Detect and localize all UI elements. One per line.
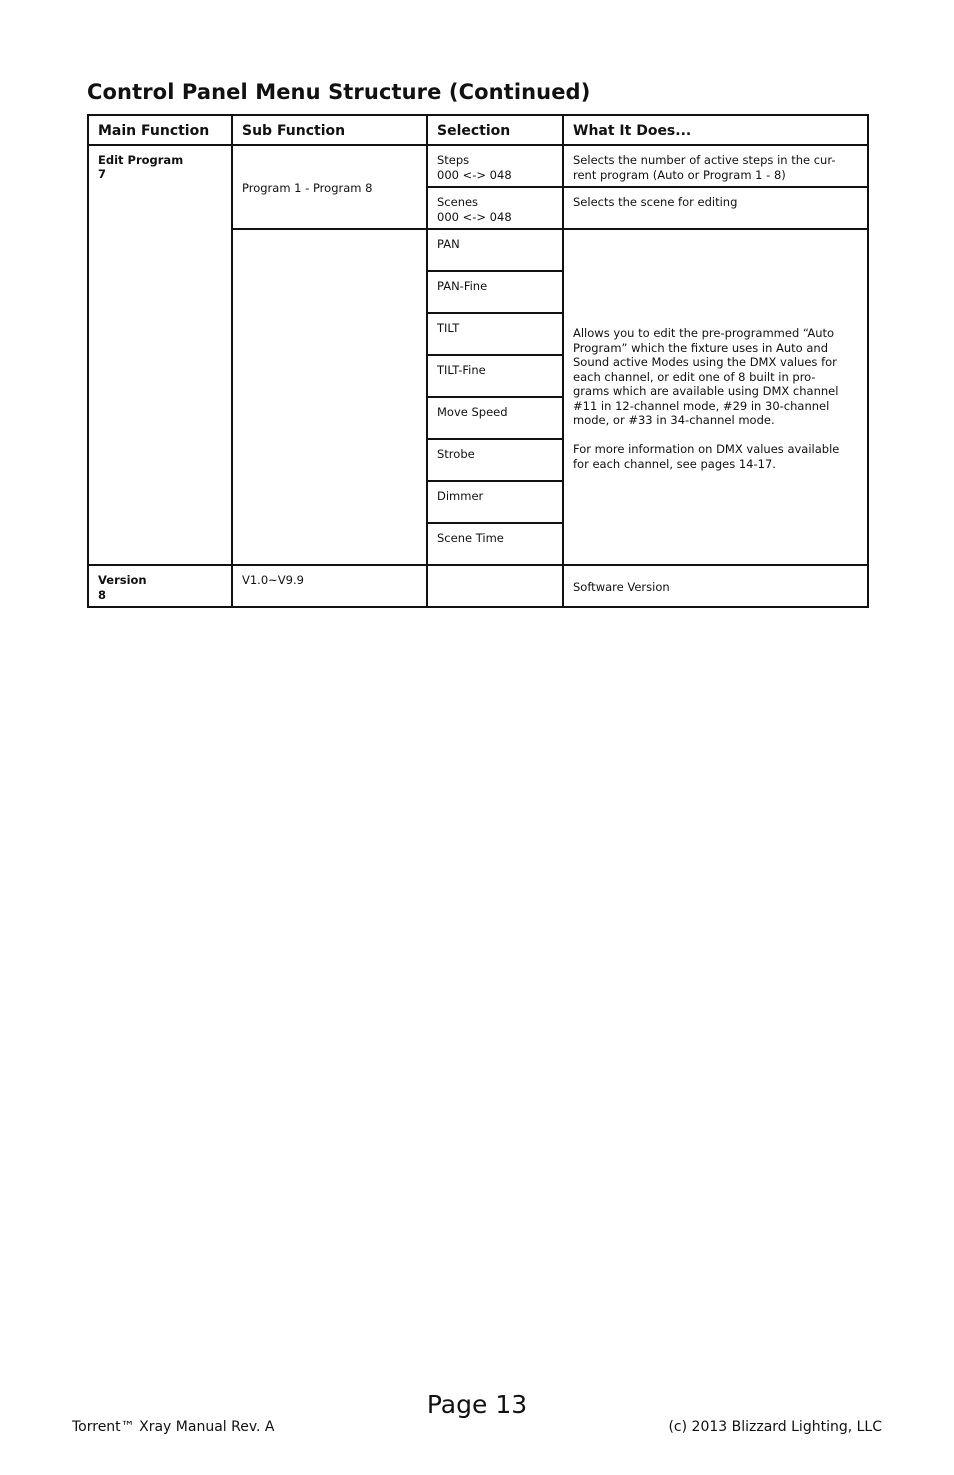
main-function-edit-program — [88, 145, 232, 565]
description-line: Selects the number of active steps in the cur- — [573, 153, 836, 167]
description-version: Software Version — [563, 565, 868, 607]
main-function-number: 7 — [98, 166, 107, 181]
footer-copyright: (c) 2013 Blizzard Lighting, LLC — [668, 1419, 882, 1435]
header-main-function: Main Function — [88, 115, 232, 145]
description-line: #11 in 12-channel mode, #29 in 30-channel — [573, 398, 830, 413]
paragraph-gap — [573, 428, 858, 443]
description-scenes: Selects the scene for editing — [563, 187, 868, 229]
description-note-line: for each channel, see pages 14-17. — [573, 456, 776, 471]
header-sub-function: Sub Function — [232, 115, 427, 145]
main-function-name: Version — [98, 573, 147, 587]
selection-scenes-range: 000 <-> 048 — [437, 209, 512, 224]
description-line: grams which are available using DMX channel — [573, 384, 839, 398]
main-function-name: Edit Program — [98, 153, 184, 167]
description-line: Sound active Modes using the DMX values for — [573, 355, 837, 369]
header-selection: Selection — [427, 115, 563, 145]
main-function-number: 8 — [98, 587, 107, 602]
selection-strobe: Strobe — [427, 439, 563, 481]
section-title: Control Panel Menu Structure (Continued) — [87, 80, 591, 104]
selection-scenes-label: Scenes — [437, 195, 479, 209]
description-channels — [563, 229, 868, 565]
selection-scene-time: Scene Time — [427, 523, 563, 565]
selection-version-empty — [427, 565, 563, 607]
selection-move-speed: Move Speed — [427, 397, 563, 439]
selection-steps — [427, 145, 563, 187]
selection-pan: PAN — [427, 229, 563, 271]
description-line: rent program (Auto or Program 1 - 8) — [573, 167, 786, 182]
selection-tilt-fine: TILT-Fine — [427, 355, 563, 397]
selection-tilt: TILT — [427, 313, 563, 355]
sub-function-empty — [232, 229, 427, 565]
selection-steps-label: Steps — [437, 153, 470, 167]
description-line: each channel, or edit one of 8 built in pro- — [573, 369, 816, 384]
table-header-row — [88, 115, 868, 145]
table-row — [88, 565, 868, 607]
description-steps — [563, 145, 868, 187]
sub-function-programs: Program 1 - Program 8 — [232, 145, 427, 229]
selection-pan-fine: PAN-Fine — [427, 271, 563, 313]
selection-dimmer: Dimmer — [427, 481, 563, 523]
description-line: Program” which the fixture uses in Auto and — [573, 340, 829, 355]
selection-scenes — [427, 187, 563, 229]
header-what-it-does: What It Does... — [563, 115, 868, 145]
description-note-line: For more information on DMX values available — [573, 442, 840, 456]
main-function-version — [88, 565, 232, 607]
footer-manual-title: Torrent™ Xray Manual Rev. A — [72, 1419, 275, 1435]
selection-steps-range: 000 <-> 048 — [437, 167, 512, 182]
description-line: mode, or #33 in 34-channel mode. — [573, 413, 775, 427]
page-number: Page 13 — [426, 1390, 528, 1419]
description-line: Allows you to edit the pre-programmed “Auto — [573, 326, 835, 340]
sub-function-version-range: V1.0~V9.9 — [232, 565, 427, 607]
menu-structure-table — [87, 114, 869, 608]
table-row — [88, 145, 868, 187]
